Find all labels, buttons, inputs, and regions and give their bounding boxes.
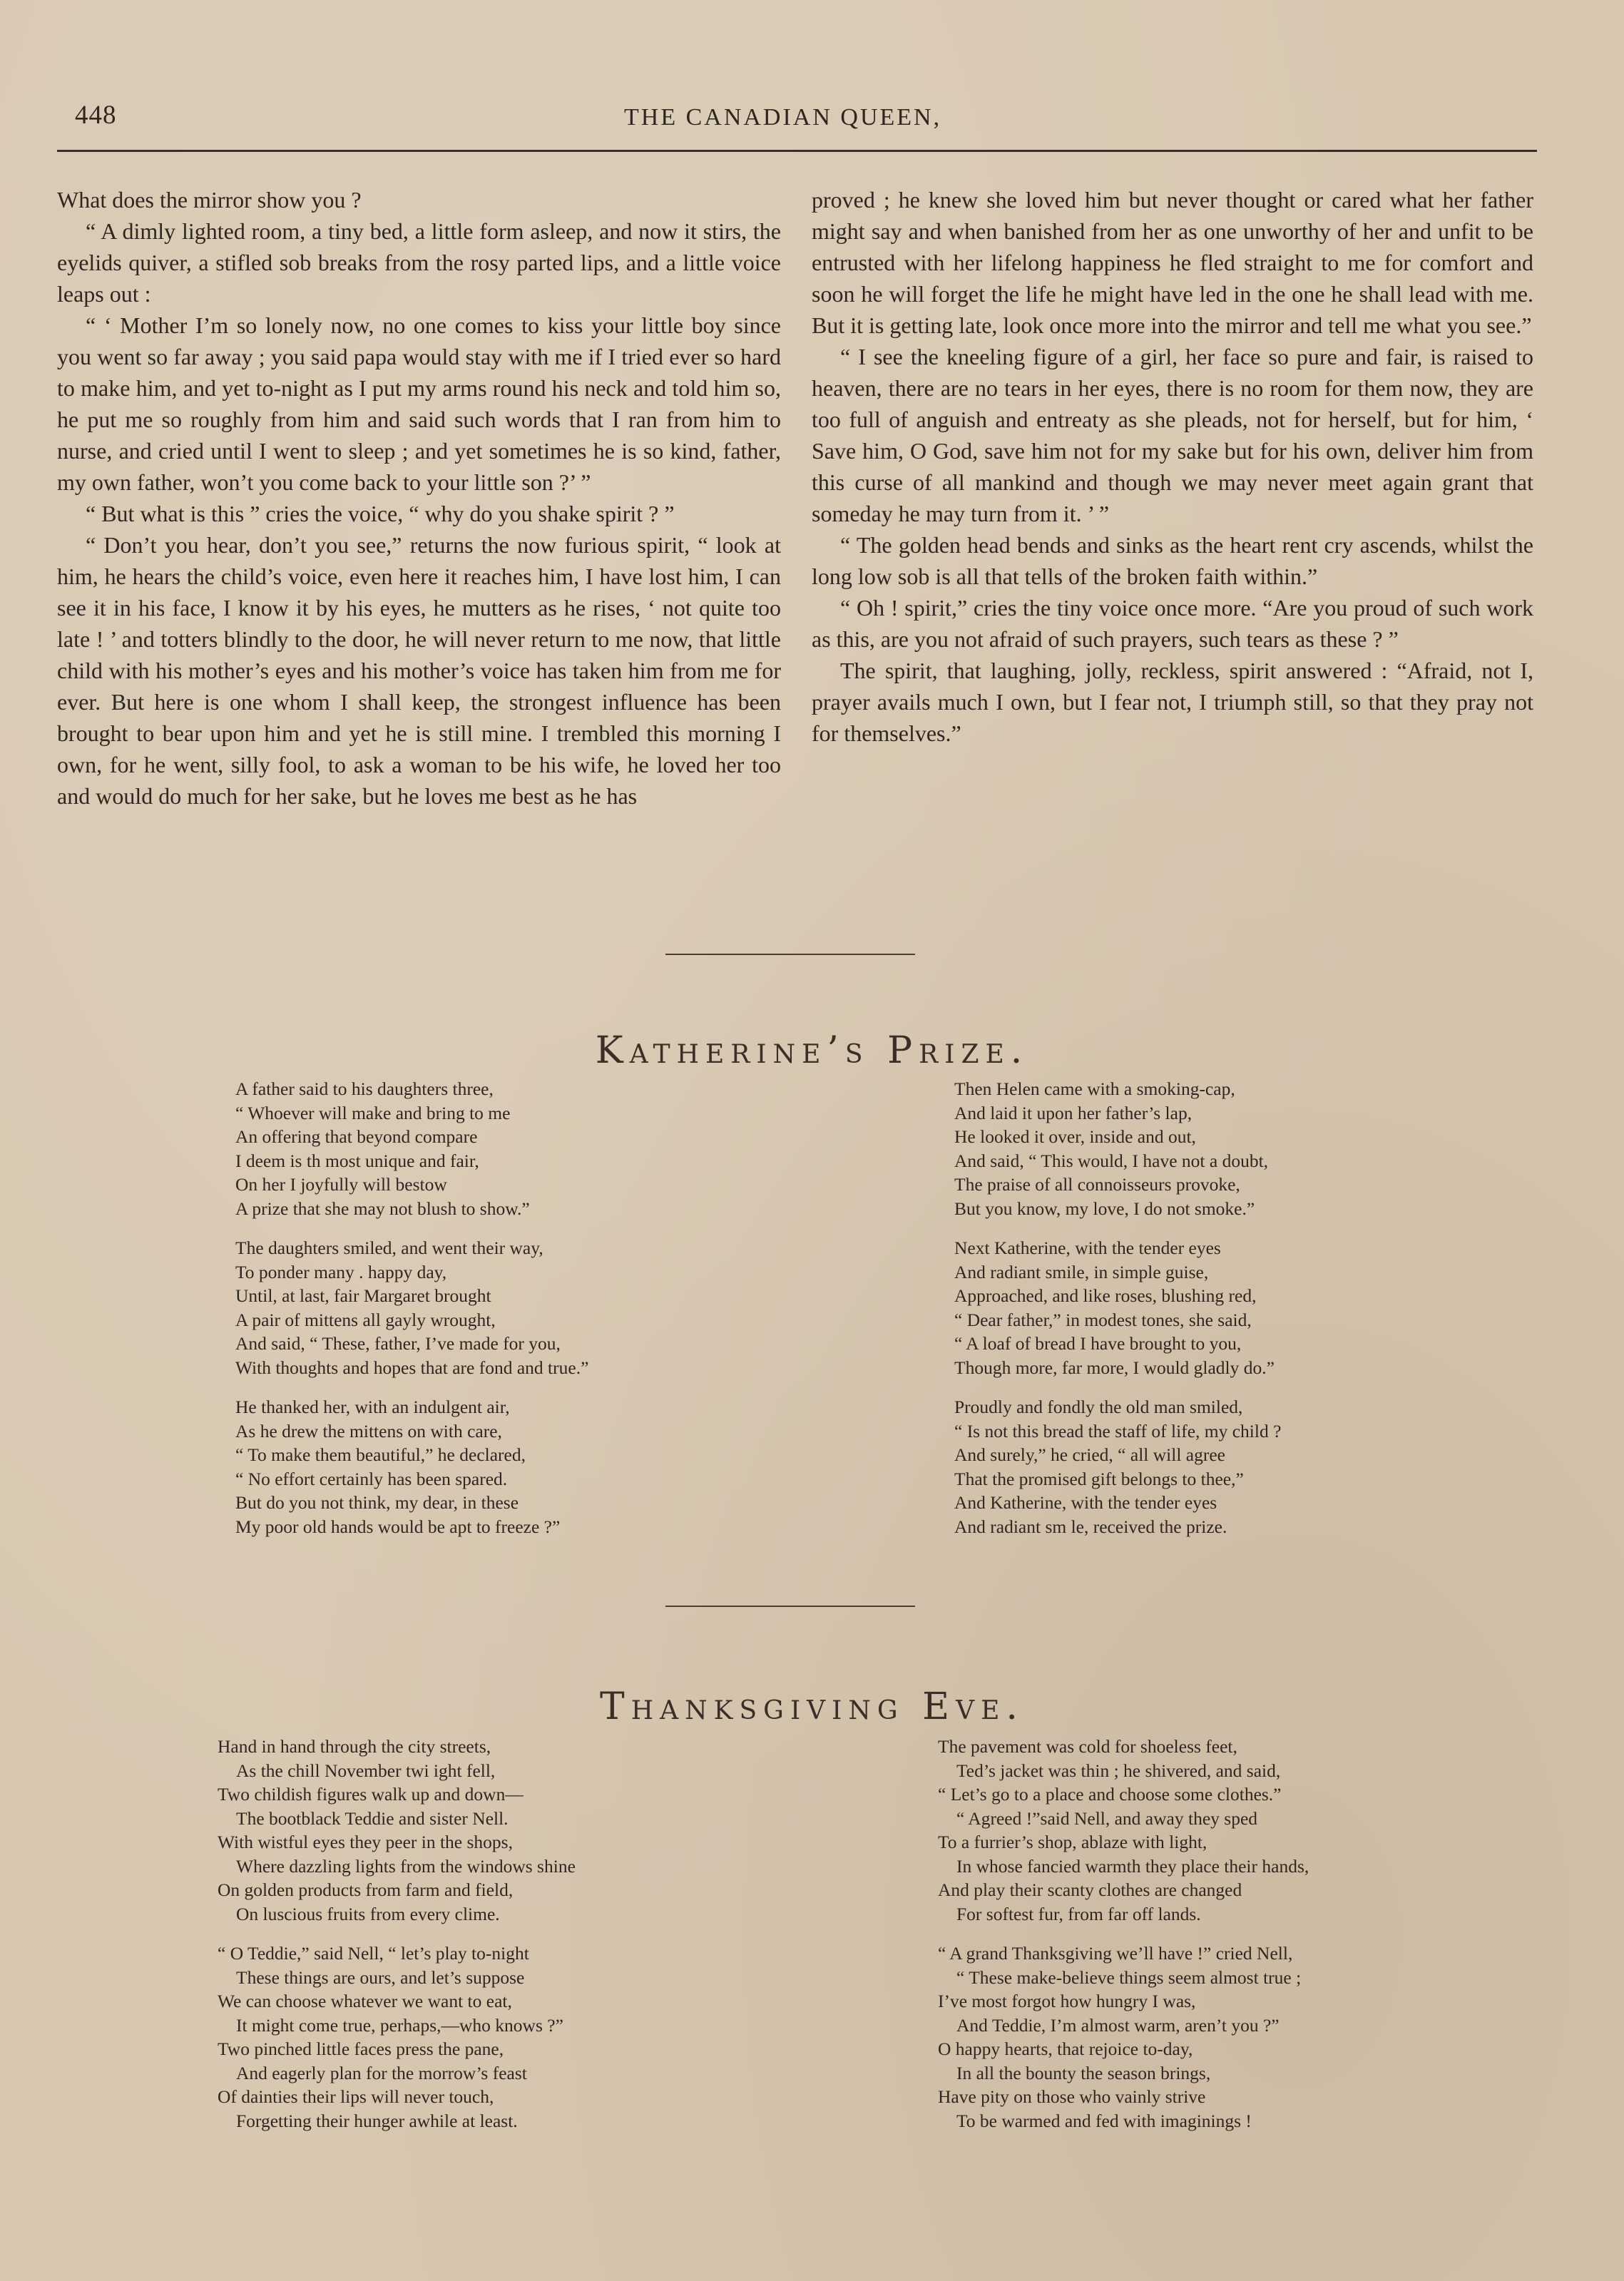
poem-line: In all the bounty the season brings,: [956, 2062, 1211, 2083]
poem-line: And eagerly plan for the morrow’s feast: [236, 2062, 527, 2083]
poem-stanza: [235, 1395, 588, 1538]
prose-paragraph: “ Oh ! spirit,” cries the tiny voice once more. “Are you proud of such work as this, are you not afraid of such prayers, such tears as these ? ”: [812, 595, 1533, 652]
prose-paragraph: “ Don’t you hear, don’t you see,” returns the now furious spirit, “ look at him, he hears the child’s voice, even here it reaches him, I have lost him, I can see it in his face, I know it by his eyes, he mutters as he rises, ‘ not quite too late ! ’ and totters blindly to the door, he will never return to me now, that little child with his mother’s eyes and his mother’s voice has taken him from me for ever. But here is one whom I shall keep, the strongest influence has been brought to bear upon him and yet he is still mine. I trembled this morning I own, for he went, silly fool, to ask a woman to be his wife, he loved her too and would do much for her sake, but he loves me best as he has: [57, 532, 781, 809]
poem-line: To ponder many . happy day,: [235, 1261, 447, 1282]
poem-line: A father said to his daughters three,: [235, 1078, 494, 1099]
poem-stanza: [235, 1236, 588, 1379]
poem-line: “ Is not this bread the staff of life, my child ?: [954, 1420, 1282, 1441]
prose-paragraph: proved ; he knew she loved him but never thought or cared what her father might say and when banished from her as one unworthy of her and unfit to be entrusted with her lifelong happiness he fled straight to me for comfort and soon he will forget the life he might have led in the one he shall lead with me. But it is getting late, look once more into the mirror and tell me what you see.”: [812, 187, 1533, 338]
poem-line: And Katherine, with the tender eyes: [954, 1492, 1217, 1513]
poem-line: Though more, far more, I would gladly do.”: [954, 1357, 1275, 1378]
poem-line: “ To make them beautiful,” he declared,: [235, 1444, 526, 1465]
section-divider: [665, 1606, 915, 1607]
poem-line: The daughters smiled, and went their way,: [235, 1238, 543, 1258]
prose-paragraph: “ But what is this ” cries the voice, “ why do you shake spirit ? ”: [86, 501, 675, 526]
poem-column-right: [938, 1735, 1309, 2148]
poem-line: And surely,” he cried, “ all will agree: [954, 1444, 1225, 1465]
poem-line: “ No effort certainly has been spared.: [235, 1468, 508, 1489]
poem-line: He thanked her, with an indulgent air,: [235, 1397, 510, 1417]
poem-line: Then Helen came with a smoking-cap,: [954, 1078, 1235, 1099]
poem-line: On luscious fruits from every clime.: [236, 1903, 500, 1924]
poem-line: To a furrier’s shop, ablaze with light,: [938, 1832, 1207, 1852]
poem-line: Hand in hand through the city streets,: [218, 1736, 491, 1757]
poem-line: With wistful eyes they peer in the shops,: [218, 1832, 513, 1852]
poem-line: Have pity on those who vainly strive: [938, 2086, 1206, 2107]
poem-line: “ A loaf of bread I have brought to you,: [954, 1333, 1242, 1354]
poem-line: “ A grand Thanksgiving we’ll have !” cried Nell,: [938, 1943, 1293, 1964]
poem-line: An offering that beyond compare: [235, 1126, 478, 1147]
poem-line: “ Let’s go to a place and choose some clothes.”: [938, 1784, 1282, 1805]
prose-paragraph: What does the mirror show you ?: [57, 187, 362, 213]
poem-line: And play their scanty clothes are changed: [938, 1879, 1242, 1900]
poem-line: My poor old hands would be apt to freeze ?”: [235, 1516, 561, 1537]
prose-column-right: [812, 184, 1533, 749]
poem-stanza: [938, 1735, 1309, 1926]
poem-line: “ Dear father,” in modest tones, she said,: [954, 1309, 1252, 1330]
poem-line: Two childish figures walk up and down—: [218, 1784, 524, 1805]
poem-line: Of dainties their lips will never touch,: [218, 2086, 494, 2107]
poem-title-katherines-prize: Katherine’s Prize.: [595, 1029, 1029, 1073]
poem-line: “ Whoever will make and bring to me: [235, 1102, 511, 1123]
poem-line: I deem is th most unique and fair,: [235, 1150, 479, 1171]
poem-line: The bootblack Teddie and sister Nell.: [236, 1807, 509, 1829]
prose-paragraph: “ A dimly lighted room, a tiny bed, a little form asleep, and now it stirs, the eyelids quiver, a stifled sob breaks from the rosy parted lips, and a little voice leaps out :: [57, 218, 781, 307]
poem-line: And radiant sm le, received the prize.: [954, 1516, 1227, 1537]
poem-line: As he drew the mittens on with care,: [235, 1420, 502, 1441]
poem-line: He looked it over, inside and out,: [954, 1126, 1196, 1147]
poem-line: That the promised gift belongs to thee,”: [954, 1468, 1244, 1489]
poem-line: For softest fur, from far off lands.: [956, 1903, 1201, 1924]
poem-line: And laid it upon her father’s lap,: [954, 1102, 1193, 1123]
poem-line: Two pinched little faces press the pane,: [218, 2038, 504, 2059]
poem-line: A prize that she may not blush to show.”: [235, 1198, 530, 1219]
poem-line: As the chill November twi ight fell,: [236, 1760, 496, 1781]
poem-line: O happy hearts, that rejoice to-day,: [938, 2038, 1193, 2059]
prose-paragraph: “ ‘ Mother I’m so lonely now, no one comes to kiss your little boy since you went so far away ; you said papa would stay with me if I tried ever so hard to make him, and yet to-night as I put my arms round his neck and told him so, he put me so roughly from him and said such words that I ran from him to nurse, and cried until I went to sleep ; and yet sometimes he is so kind, father, my own father, won’t you come back to your little son ?’ ”: [57, 312, 781, 495]
poem-line: “ O Teddie,” said Nell, “ let’s play to-night: [218, 1943, 529, 1964]
poem-stanza: [218, 1735, 576, 1926]
poem-column-left: [235, 1077, 588, 1554]
poem-line: To be warmed and fed with imaginings !: [956, 2110, 1252, 2131]
poem-line: A pair of mittens all gayly wrought,: [235, 1309, 496, 1330]
prose-column-left: [57, 184, 781, 812]
poem-line: And said, “ This would, I have not a doubt,: [954, 1150, 1269, 1171]
poem-title-thanksgiving-eve: Thanksgiving Eve.: [600, 1685, 1024, 1729]
poem-column-right: [954, 1077, 1281, 1554]
prose-paragraph: The spirit, that laughing, jolly, reckless, spirit answered : “Afraid, not I, prayer avails much I own, but I fear not, I triumph still, so that they pray not for themselves.”: [812, 658, 1533, 746]
poem-line: And radiant smile, in simple guise,: [954, 1261, 1209, 1282]
poem-line: The pavement was cold for shoeless feet,: [938, 1736, 1237, 1757]
poem-line: The praise of all connoisseurs provoke,: [954, 1174, 1240, 1195]
prose-paragraph: “ I see the kneeling figure of a girl, her face so pure and fair, is raised to heaven, there are no tears in her eyes, there is no room for them now, they are too full of anguish and entreaty as she pleads, not for herself, but for him, ‘ Save him, O God, save him not for my sake but for his own, deliver him from this curse of all mankind and though we may never meet again grant that someday he may turn from it. ’ ”: [812, 344, 1533, 526]
poem-line: We can choose whatever we want to eat,: [218, 1991, 512, 2011]
poem-line: It might come true, perhaps,—who knows ?”: [236, 2014, 563, 2036]
header-rule: [57, 150, 1537, 152]
poem-line: With thoughts and hopes that are fond and true.”: [235, 1357, 589, 1378]
poem-line: But do you not think, my dear, in these: [235, 1492, 519, 1513]
poem-column-left: [218, 1735, 576, 2148]
poem-line: “ These make-believe things seem almost true ;: [956, 1966, 1302, 1988]
poem-line: And said, “ These, father, I’ve made for you,: [235, 1333, 561, 1354]
poem-line: On golden products from farm and field,: [218, 1879, 514, 1900]
poem-stanza: [954, 1077, 1281, 1220]
poem-stanza: [235, 1077, 588, 1220]
poem-line: Proudly and fondly the old man smiled,: [954, 1397, 1243, 1417]
poem-line: “ Agreed !”said Nell, and away they sped: [956, 1807, 1258, 1829]
prose-paragraph: “ The golden head bends and sinks as the heart rent cry ascends, whilst the long low sob is all that tells of the broken faith within.”: [812, 532, 1533, 589]
poem-line: In whose fancied warmth they place their hands,: [956, 1855, 1309, 1877]
poem-line: Where dazzling lights from the windows shine: [236, 1855, 576, 1877]
section-divider: [665, 954, 915, 955]
poem-stanza: [954, 1395, 1281, 1538]
poem-stanza: [938, 1941, 1309, 2133]
poem-line: I’ve most forgot how hungry I was,: [938, 1991, 1196, 2011]
running-title: THE CANADIAN QUEEN,: [624, 104, 942, 131]
poem-line: And Teddie, I’m almost warm, aren’t you ?”: [956, 2014, 1280, 2036]
poem-line: On her I joyfully will bestow: [235, 1174, 447, 1195]
poem-stanza: [218, 1941, 576, 2133]
poem-line: Forgetting their hunger awhile at least.: [236, 2110, 518, 2131]
poem-line: Ted’s jacket was thin ; he shivered, and said,: [956, 1760, 1281, 1781]
poem-line: Until, at last, fair Margaret brought: [235, 1285, 491, 1306]
poem-stanza: [954, 1236, 1281, 1379]
poem-line: Approached, and like roses, blushing red,: [954, 1285, 1257, 1306]
page-number: 448: [75, 101, 117, 130]
poem-line: Next Katherine, with the tender eyes: [954, 1238, 1221, 1258]
poem-line: These things are ours, and let’s suppose: [236, 1966, 525, 1988]
poem-line: But you know, my love, I do not smoke.”: [954, 1198, 1255, 1219]
page-header: [75, 93, 1533, 150]
